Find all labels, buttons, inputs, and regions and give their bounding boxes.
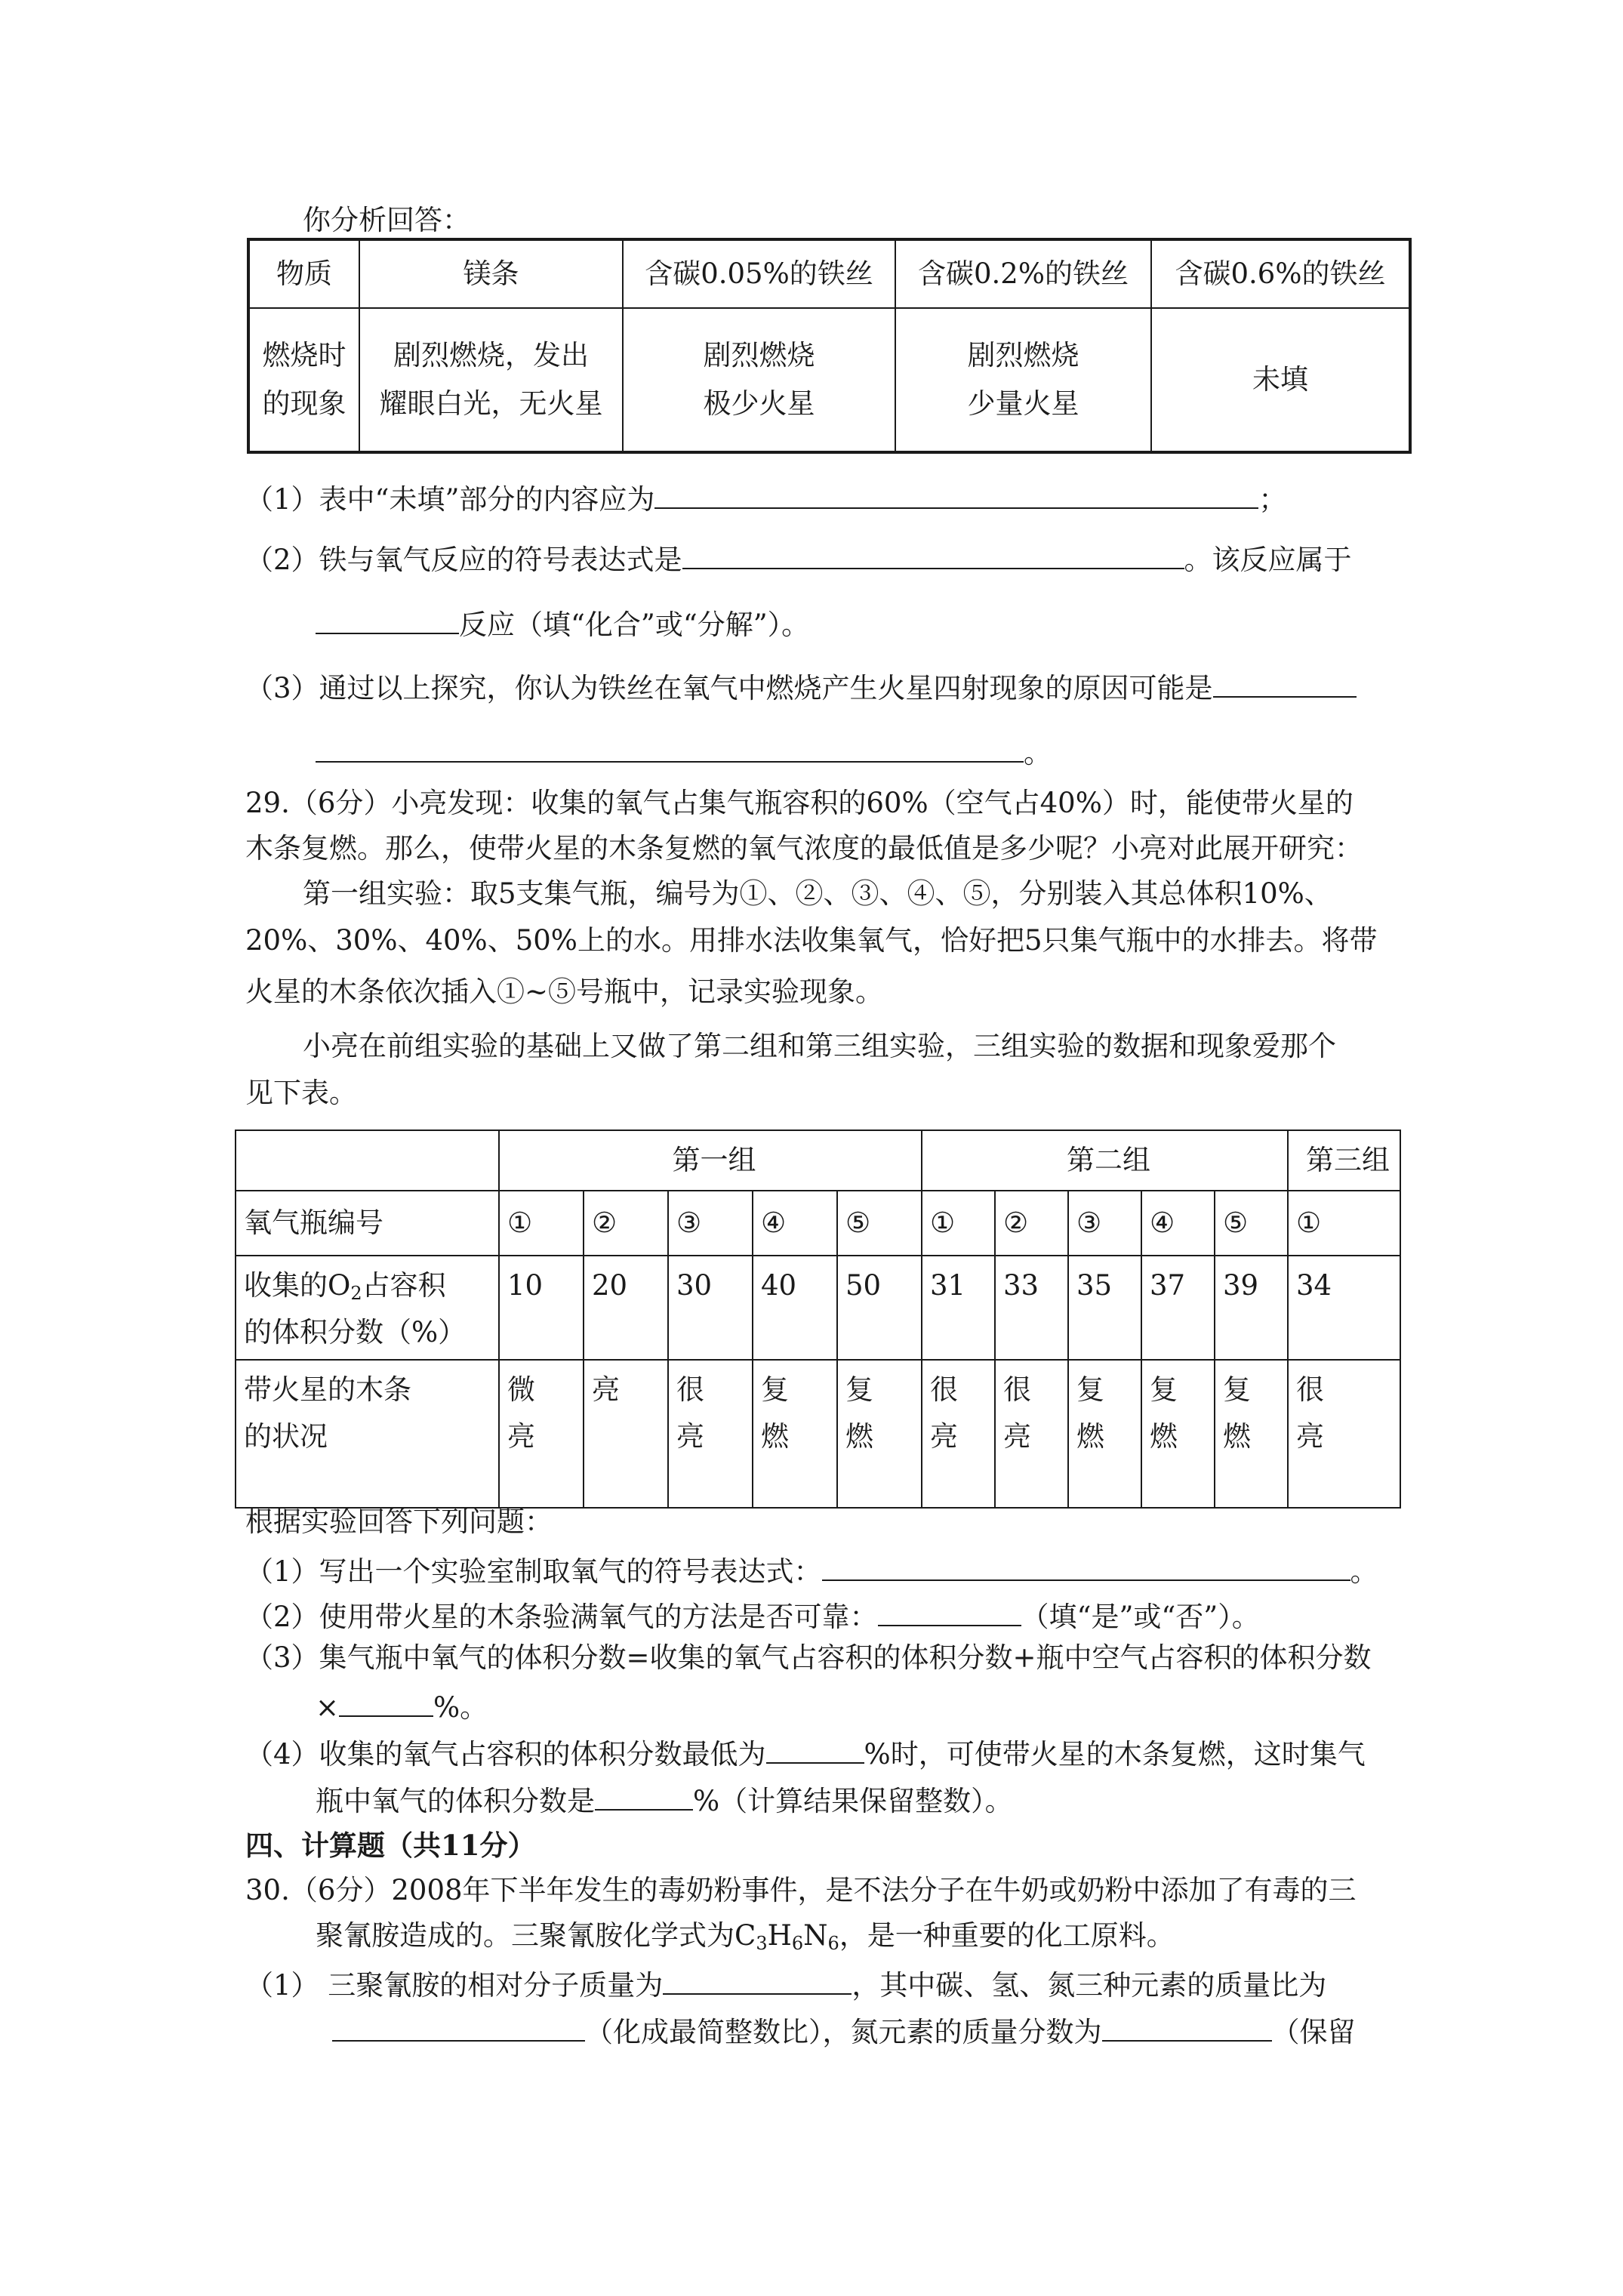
subscript: 2 [350, 1283, 362, 1304]
bottle-number: ⑤ [1215, 1191, 1288, 1256]
status-cell [837, 1360, 922, 1508]
question-text: （填“是”或“否”）。 [1021, 1601, 1260, 1633]
status-char: 燃 [1076, 1420, 1104, 1453]
q30-line2 [316, 1918, 1175, 1954]
bottle-number: ④ [753, 1191, 837, 1256]
status-cell [1141, 1360, 1215, 1508]
question-text: 。 [1350, 1555, 1378, 1588]
q29-4-line2 [316, 1780, 1013, 1820]
question-text: （1） 三聚氰胺的相对分子质量为 [245, 1969, 664, 2002]
question-text: ，其中碳、氢、氮三种元素的质量比为 [852, 1969, 1327, 2002]
question-text: （3）通过以上探究，你认为铁丝在氧气中燃烧产生火星四射现象的原因可能是 [245, 672, 1213, 704]
status-cell [1215, 1360, 1288, 1508]
empty-cell [236, 1130, 499, 1191]
status-char: 很 [1296, 1373, 1324, 1406]
row-label [236, 1256, 499, 1360]
row-label-line: 的体积分数（%） [244, 1316, 467, 1348]
q29-3-line2 [316, 1687, 488, 1726]
answer-blank[interactable] [822, 1551, 1350, 1581]
group-header: 第一组 [499, 1130, 922, 1191]
cell-line: 剧烈燃烧 [703, 339, 815, 371]
question-text: （2）铁与氧气反应的符号表达式是 [245, 544, 682, 576]
cell-line: 耀眼白光，无火星 [379, 387, 603, 420]
fraction-value: 10 [499, 1256, 584, 1360]
status-cell [499, 1360, 584, 1508]
answer-blank[interactable] [316, 732, 1024, 763]
question-text: （1）写出一个实验室制取氧气的符号表达式： [245, 1555, 822, 1588]
answer-blank[interactable] [878, 1596, 1021, 1626]
q28-2-line2 [316, 604, 809, 643]
label-text: 占容积 [362, 1269, 446, 1302]
fraction-value: 33 [995, 1256, 1068, 1360]
row-label-line: 燃烧时 [262, 339, 346, 371]
bottle-number: ② [995, 1191, 1068, 1256]
q28-3-line2 [316, 732, 1052, 772]
fraction-value: 40 [753, 1256, 837, 1360]
status-char: 亮 [1003, 1420, 1031, 1453]
q29-4 [245, 1734, 1366, 1773]
q29-line: 见下表。 [245, 1077, 357, 1109]
answer-blank[interactable] [663, 1965, 852, 1995]
fraction-value: 50 [837, 1256, 922, 1360]
fraction-value: 39 [1215, 1256, 1288, 1360]
header-cell: 物质 [248, 239, 359, 308]
question-text: %。 [433, 1691, 488, 1724]
cell-line: 未填 [1252, 363, 1308, 396]
status-char: 复 [1150, 1373, 1178, 1406]
status-char: 燃 [761, 1420, 789, 1453]
status-char: 燃 [845, 1420, 873, 1453]
answer-blank[interactable] [1213, 667, 1357, 698]
bottle-number: ① [922, 1191, 995, 1256]
status-cell [584, 1360, 668, 1508]
row-label-line: 带火星的木条 [244, 1373, 411, 1406]
status-char: 很 [1003, 1373, 1031, 1406]
bottle-number: ③ [668, 1191, 753, 1256]
question-text: 反应（填“化合”或“分解”）。 [459, 609, 810, 641]
status-char: 亮 [930, 1420, 958, 1453]
header-cell: 含碳0.05%的铁丝 [623, 239, 895, 308]
q29-2 [245, 1596, 1260, 1635]
fraction-value: 20 [584, 1256, 668, 1360]
cell-line: 少量火星 [967, 387, 1079, 420]
status-cell [922, 1360, 995, 1508]
formula-letter: N [803, 1919, 828, 1952]
table-row [248, 239, 1410, 308]
q29-1 [245, 1551, 1378, 1590]
bottle-number: ⑤ [837, 1191, 922, 1256]
question-text: （保留 [1271, 2016, 1356, 2048]
answer-blank[interactable] [654, 479, 1258, 509]
data-cell [623, 308, 895, 452]
group-header: 第二组 [922, 1130, 1288, 1191]
bottle-number: ② [584, 1191, 668, 1256]
label-text: 收集的O [244, 1269, 351, 1302]
question-text: 聚氰胺造成的。三聚氰胺化学式为C [316, 1919, 756, 1952]
answer-blank[interactable] [682, 539, 1184, 569]
answer-blank[interactable] [595, 1780, 693, 1811]
q29-line: 木条复燃。那么，使带火星的木条复燃的氧气浓度的最低值是多少呢？小亮对此展开研究： [245, 832, 1363, 864]
fraction-value: 30 [668, 1256, 753, 1360]
formula-letter: H [767, 1919, 792, 1952]
answer-blank[interactable] [1102, 2011, 1272, 2042]
status-char: 微 [507, 1373, 535, 1406]
status-cell [753, 1360, 837, 1508]
q29-line: 29.（6分）小亮发现：收集的氧气占集气瓶容积的60%（空气占40%）时，能使带火星的 [245, 787, 1354, 819]
data-cell [895, 308, 1151, 452]
q30-1 [245, 1965, 1326, 2004]
row-label-line [244, 1262, 498, 1309]
status-cell [1068, 1360, 1141, 1508]
status-char: 亮 [592, 1373, 620, 1406]
q29-3: （3）集气瓶中氧气的体积分数=收集的氧气占容积的体积分数+瓶中空气占容积的体积分数 [245, 1641, 1372, 1674]
fraction-value: 37 [1141, 1256, 1215, 1360]
status-char: 燃 [1223, 1420, 1251, 1453]
header-cell: 含碳0.6%的铁丝 [1151, 239, 1410, 308]
q29-line: 小亮在前组实验的基础上又做了第二组和第三组实验，三组实验的数据和现象爱那个 [303, 1030, 1336, 1062]
question-text: 瓶中氧气的体积分数是 [316, 1785, 595, 1817]
subscript: 6 [827, 1933, 839, 1954]
question-text: %时，可使带火星的木条复燃，这时集气 [864, 1738, 1366, 1771]
status-char: 亮 [507, 1420, 535, 1453]
question-text: ； [1258, 483, 1287, 516]
subscript: 3 [756, 1933, 768, 1954]
header-cell: 镁条 [359, 239, 623, 308]
answer-blank[interactable] [332, 2011, 585, 2042]
status-char: 亮 [1296, 1420, 1324, 1453]
status-char: 燃 [1150, 1420, 1178, 1453]
question-text: × [316, 1691, 340, 1724]
bottle-number: ① [499, 1191, 584, 1256]
status-cell [1288, 1360, 1400, 1508]
oxygen-experiment-table [235, 1130, 1401, 1509]
data-cell [1151, 308, 1410, 452]
row-label [236, 1360, 499, 1508]
question-text: ，是一种重要的化工原料。 [839, 1919, 1175, 1952]
status-cell [995, 1360, 1068, 1508]
table-row [236, 1360, 1400, 1508]
table-row [248, 308, 1410, 452]
question-text: （化成最简整数比），氮元素的质量分数为 [585, 2016, 1102, 2048]
q28-2 [245, 539, 1352, 578]
answer-blank[interactable] [766, 1734, 864, 1764]
q29-line: 火星的木条依次插入①~⑤号瓶中，记录实验现象。 [245, 975, 884, 1008]
status-char: 复 [761, 1373, 789, 1406]
table-row [236, 1256, 1400, 1360]
header-cell: 含碳0.2%的铁丝 [895, 239, 1151, 308]
question-text: 。 [1024, 737, 1052, 769]
cell-line: 剧烈燃烧，发出 [393, 339, 589, 371]
combustion-table [247, 238, 1412, 454]
status-char: 复 [1223, 1373, 1251, 1406]
bottle-number: ① [1288, 1191, 1400, 1256]
question-text: 。该反应属于 [1184, 544, 1352, 576]
question-text: （1）表中“未填”部分的内容应为 [245, 483, 655, 516]
question-text: （4）收集的氧气占容积的体积分数最低为 [245, 1738, 766, 1771]
section-heading: 四、计算题（共11分） [245, 1829, 536, 1862]
group-header: 第三组 [1288, 1130, 1400, 1191]
q29-line: 20%、30%、40%、50%上的水。用排水法收集氧气，恰好把5只集气瓶中的水排去。将带 [245, 924, 1378, 957]
question-text: （2）使用带火星的木条验满氧气的方法是否可靠： [245, 1601, 878, 1633]
status-char: 复 [845, 1373, 873, 1406]
subscript: 6 [791, 1933, 804, 1954]
row-label: 氧气瓶编号 [236, 1191, 499, 1256]
status-char: 很 [676, 1373, 704, 1406]
row-label-cell [248, 308, 359, 452]
status-char: 亮 [676, 1420, 704, 1453]
cell-line: 剧烈燃烧 [967, 339, 1079, 371]
fraction-value: 34 [1288, 1256, 1400, 1360]
table-row [236, 1191, 1400, 1256]
fraction-value: 31 [922, 1256, 995, 1360]
intro-line: 你分析回答： [303, 204, 470, 236]
answer-blank[interactable] [316, 604, 459, 634]
data-cell [359, 308, 623, 452]
row-label-line: 的状况 [244, 1420, 328, 1453]
answer-blank[interactable] [339, 1687, 433, 1717]
q29-lead: 根据实验回答下列问题： [245, 1505, 553, 1538]
question-text: %（计算结果保留整数）。 [693, 1785, 1013, 1817]
status-char: 复 [1076, 1373, 1104, 1406]
fraction-value: 35 [1068, 1256, 1141, 1360]
q28-3 [245, 667, 1357, 707]
status-char: 很 [930, 1373, 958, 1406]
bottle-number: ④ [1141, 1191, 1215, 1256]
q28-1 [245, 479, 1286, 518]
bottle-number: ③ [1068, 1191, 1141, 1256]
q30-line1: 30.（6分）2008年下半年发生的毒奶粉事件，是不法分子在牛奶或奶粉中添加了有毒的三 [245, 1874, 1357, 1906]
q30-1-line2 [332, 2011, 1356, 2051]
q29-line: 第一组实验：取5支集气瓶，编号为①、②、③、④、⑤，分别装入其总体积10%、 [303, 877, 1332, 910]
cell-line: 极少火星 [703, 387, 815, 420]
status-cell [668, 1360, 753, 1508]
row-label-line: 的现象 [262, 387, 346, 420]
table-row [236, 1130, 1400, 1191]
